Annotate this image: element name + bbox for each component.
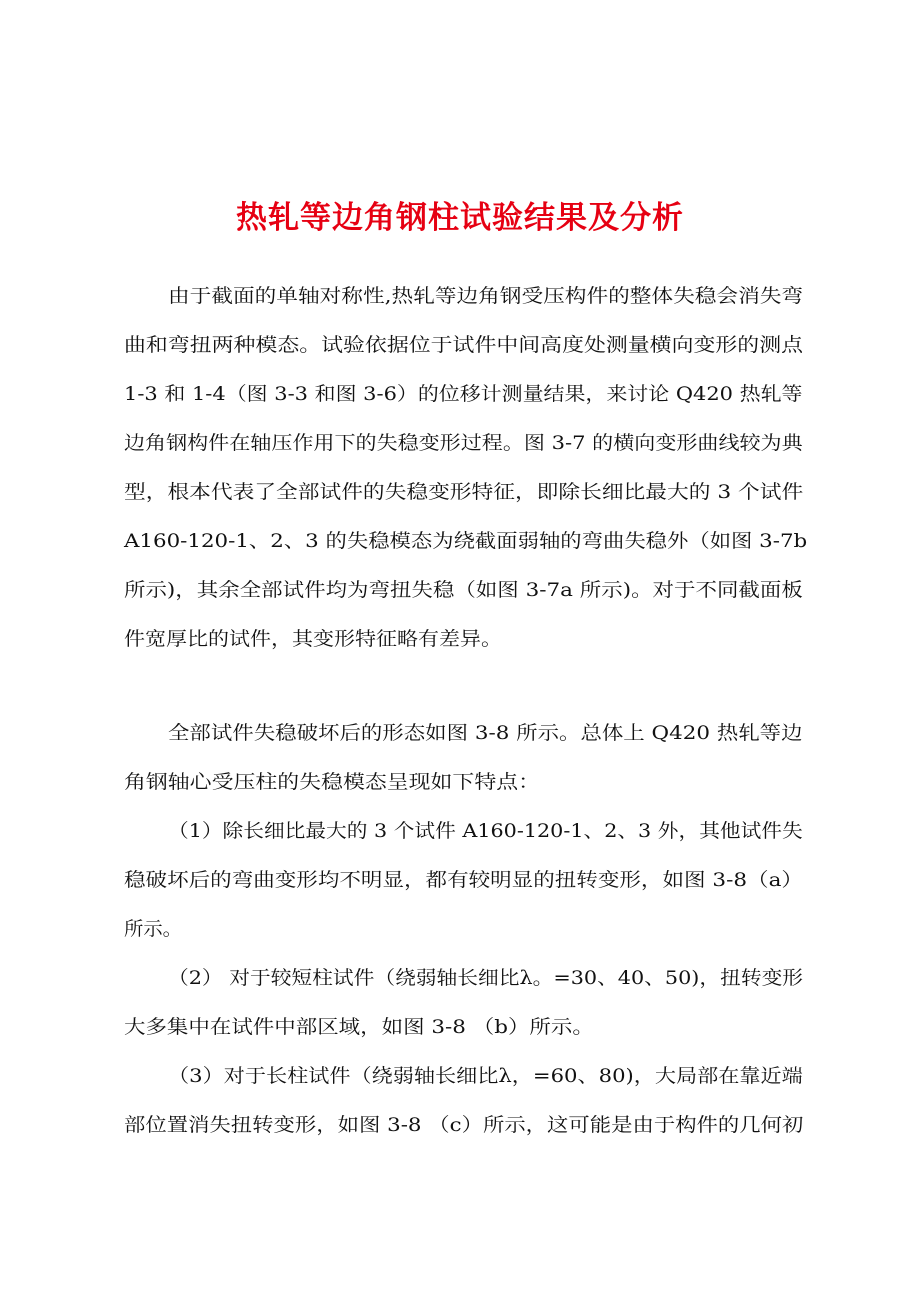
page-title: 热轧等边角钢柱试验结果及分析 <box>236 200 684 236</box>
text-line: 全部试件失稳破坏后的形态如图 3-8 所示。总体上 Q420 热轧等边 <box>168 722 803 744</box>
text-line: 由于截面的单轴对称性,热轧等边角钢受压构件的整体失稳会消失弯 <box>168 285 804 307</box>
text-line: 件宽厚比的试件，其变形特征略有差异。 <box>124 628 503 650</box>
text-line: 型，根本代表了全部试件的失稳变形特征，即除长细比最大的 3 个试件 <box>124 481 804 503</box>
text-line: 所示。 <box>124 918 183 940</box>
text-line: 部位置消失扭转变形，如图 3-8 （c）所示，这可能是由于构件的几何初 <box>124 1114 804 1136</box>
text-line: 曲和弯扭两种模态。试验依据位于试件中间高度处测量横向变形的测点 <box>124 334 804 356</box>
text-line: （2） 对于较短柱试件（绕弱轴长细比λ。=30、40、50)，扭转变形 <box>168 967 804 989</box>
text-line: 所示)，其余全部试件均为弯扭失稳（如图 3-7a 所示)。对于不同截面板 <box>124 579 803 601</box>
text-line: 大多集中在试件中部区域，如图 3-8 （b）所示。 <box>124 1016 594 1038</box>
text-line: 角钢轴心受压柱的失稳模态呈现如下特点： <box>124 771 541 793</box>
text-line: 稳破坏后的弯曲变形均不明显，都有较明显的扭转变形，如图 3-8（a） <box>124 869 803 891</box>
text-line: （3）对于长柱试件（绕弱轴长细比λ，=60、80)，大局部在靠近端 <box>168 1065 803 1087</box>
text-line: 1-3 和 1-4（图 3-3 和图 3-6）的位移计测量结果，来讨论 Q420 热轧等 <box>124 383 803 405</box>
text-line: （1）除长细比最大的 3 个试件 A160-120-1、2、3 外，其他试件失 <box>168 820 803 842</box>
text-line: A160-120-1、2、3 的失稳模态为绕截面弱轴的弯曲失稳外（如图 3-7b <box>124 530 808 552</box>
text-line: 边角钢构件在轴压作用下的失稳变形过程。图 3-7 的横向变形曲线较为典 <box>124 432 803 454</box>
